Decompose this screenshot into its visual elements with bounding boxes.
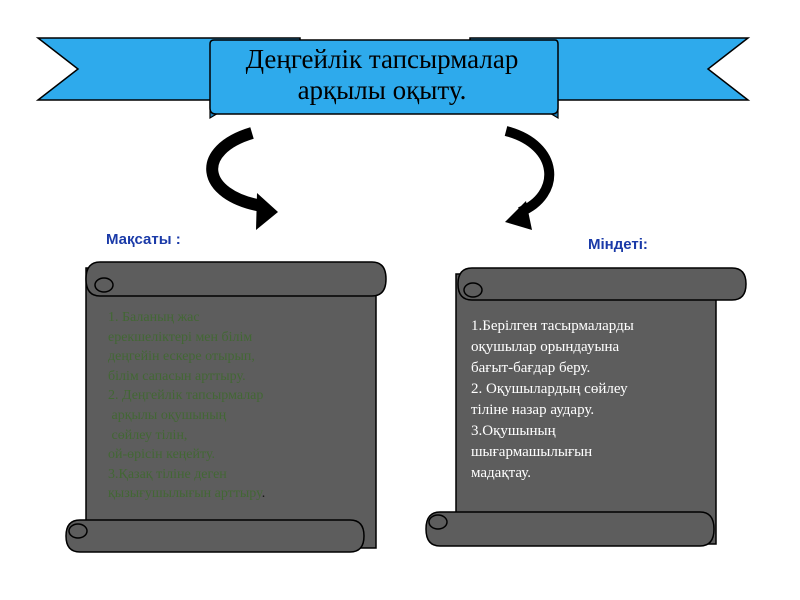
banner-title [214, 44, 550, 114]
left-line: 3.Қазақ тіліне деген [108, 466, 227, 482]
left-line: ой-өрісін кеңейту. [108, 447, 216, 463]
right-line: шығармашылығын [471, 444, 593, 460]
right-line: 1.Берілген тасырмаларды [471, 318, 634, 334]
right-line: бағыт-бағдар беру. [471, 360, 591, 376]
left-line: деңгейін ескере отырып, [108, 349, 255, 365]
left-line: 2. Деңгейлік тапсырмалар [108, 388, 264, 404]
left-line: арқылы оқушының [108, 407, 227, 423]
left-line: білім сапасын арттыру. [108, 368, 246, 384]
banner-title-line-1: Деңгейлік тапсырмалар [245, 44, 519, 74]
banner-title-line-2: арқылы оқыту. [297, 75, 467, 105]
right-line: 3.Оқушының [471, 423, 556, 439]
left-line-text: қызығушылығын арттыру [108, 486, 262, 502]
left-scroll-text [108, 308, 340, 504]
right-scroll-text [471, 316, 703, 484]
right-line: 2. Оқушылардың сөйлеу [471, 381, 628, 397]
left-line-end: . [261, 486, 266, 502]
right-curved-arrow [505, 131, 549, 230]
right-line: оқушылар орындауына [471, 339, 620, 355]
right-label: Міндеті: [588, 236, 648, 253]
left-line: ерекшеліктері мен білім [108, 329, 253, 345]
left-line [108, 484, 340, 504]
left-line: сөйлеу тілін, [108, 427, 188, 443]
right-line: тіліне назар аудару. [471, 402, 595, 418]
right-line: мадақтау. [471, 465, 532, 481]
left-line: 1. Баланың жас [108, 310, 200, 325]
left-curved-arrow [212, 133, 278, 230]
left-label: Мақсаты : [106, 231, 181, 248]
